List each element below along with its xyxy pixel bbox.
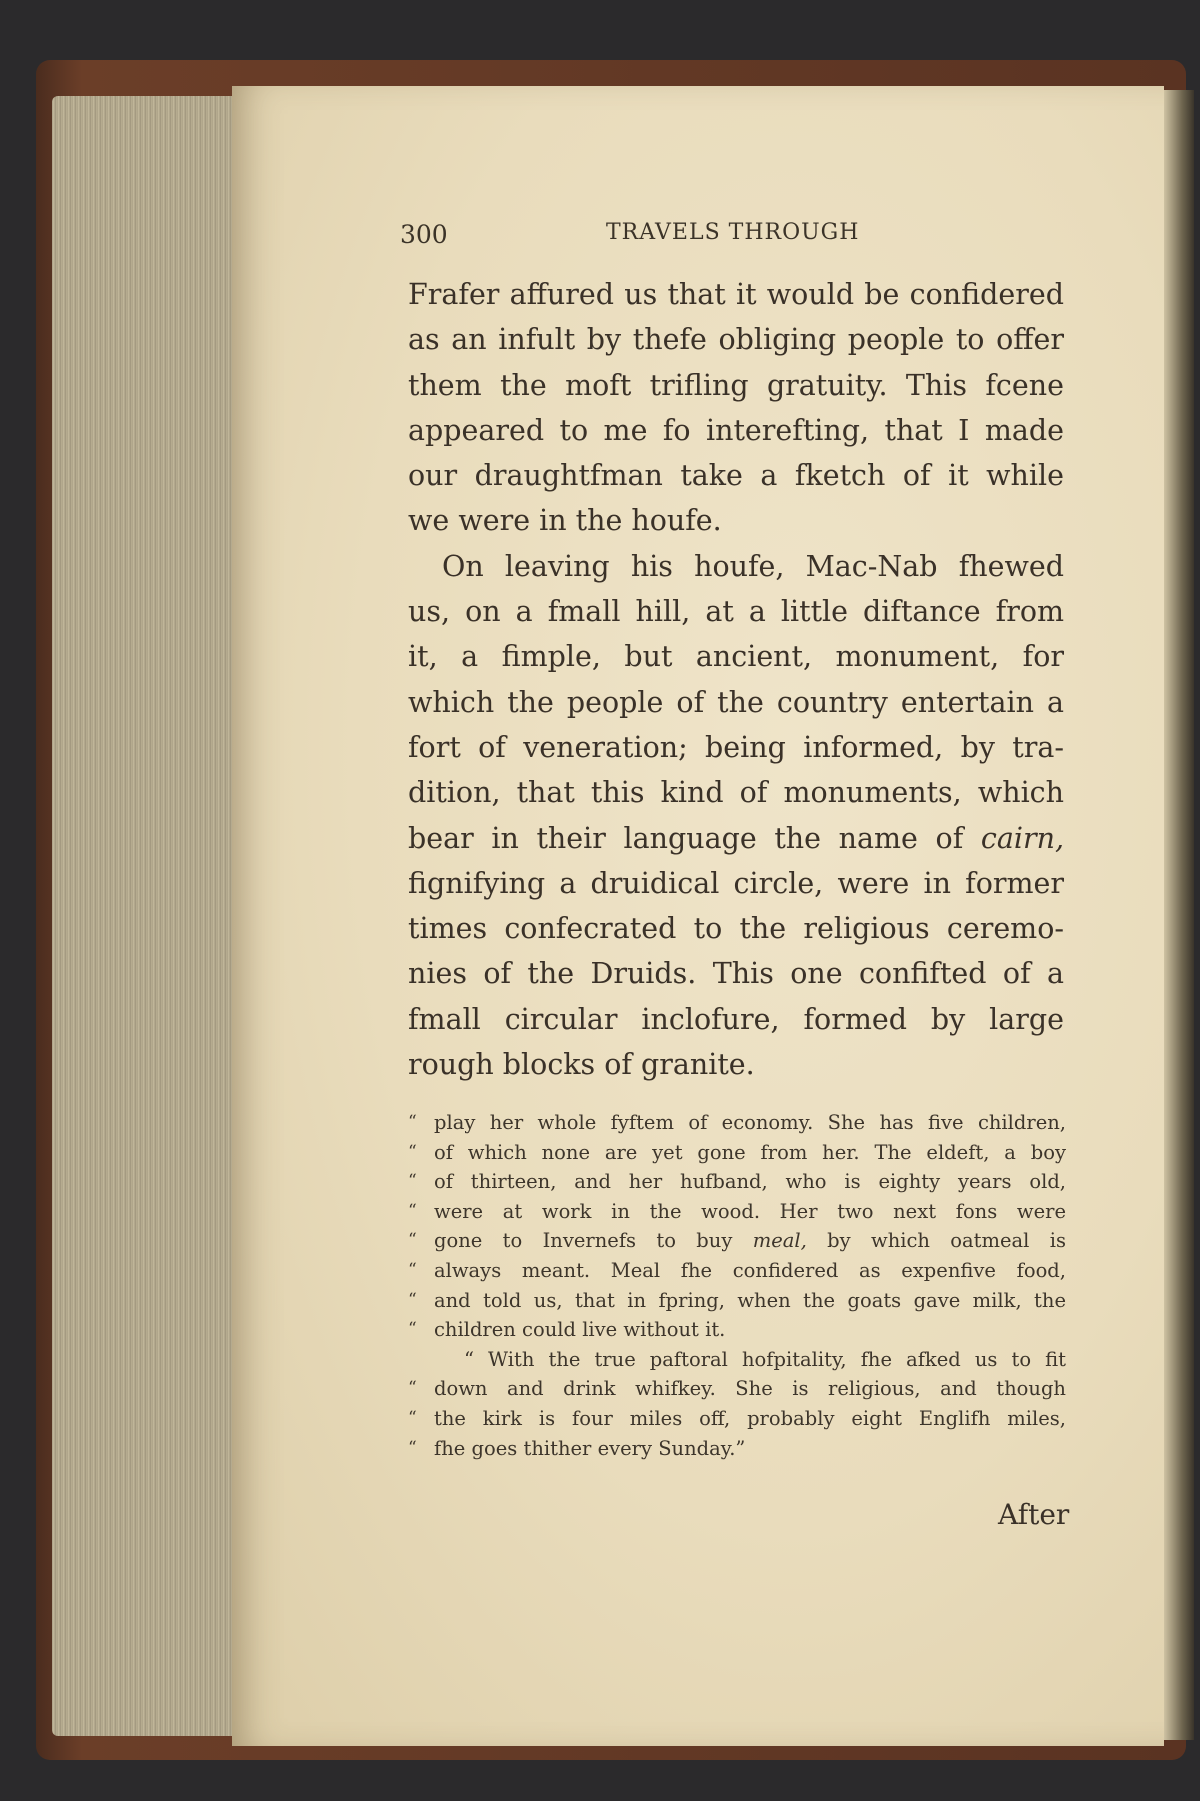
page-number: 300 bbox=[400, 220, 448, 249]
footnote-text: by which oatmeal is bbox=[827, 1229, 1066, 1253]
main-text bbox=[408, 272, 1064, 1087]
catchword: After bbox=[998, 1498, 1070, 1531]
quote-mark: “ bbox=[408, 1437, 417, 1458]
text-line: we were in the houfe. bbox=[408, 504, 722, 538]
text-line: us, on a fmall hill, at a little diftance from bbox=[408, 595, 1064, 629]
quote-mark: “ bbox=[408, 1378, 417, 1399]
text-segment: bear in their language the name of bbox=[408, 821, 964, 855]
footnote-text: of which none are yet gone from her. The eldeft, a boy bbox=[434, 1140, 1066, 1164]
footnote-line bbox=[408, 1138, 1066, 1168]
footnote-text: and told us, that in fpring, when the goats gave milk, the bbox=[434, 1288, 1066, 1312]
facing-page-edge bbox=[1164, 90, 1194, 1740]
italic-word: meal, bbox=[752, 1229, 807, 1253]
quote-mark: “ bbox=[408, 1289, 417, 1310]
running-title: TRAVELS THROUGH bbox=[606, 220, 860, 245]
footnote-text: the kirk is four miles off, probably eight Englifh miles, bbox=[434, 1406, 1066, 1430]
text-line: dition, that this kind of monuments, which bbox=[408, 776, 1064, 810]
text-line: it, a fimple, but ancient, monument, for bbox=[408, 640, 1064, 674]
text-line: nies of the Druids. This one confifted of a bbox=[408, 957, 1064, 991]
text-line: On leaving his houfe, Mac-Nab fhewed bbox=[442, 549, 1064, 583]
footnote-text: children could live without it. bbox=[434, 1318, 726, 1342]
text-line: appeared to me fo interefting, that I made bbox=[408, 413, 1064, 447]
footnote-text: down and drink whifkey. She is religious, and though bbox=[434, 1377, 1066, 1401]
footnote-text: fhe goes thither every Sunday.” bbox=[434, 1436, 746, 1460]
footnote-line bbox=[408, 1374, 1066, 1404]
footnote-line bbox=[408, 1226, 1066, 1256]
text-line: Frafer affured us that it would be confidered bbox=[408, 278, 1064, 311]
footnote-line bbox=[408, 1108, 1066, 1138]
text-line: our draughtfman take a fketch of it while bbox=[408, 459, 1064, 493]
footnote-line bbox=[408, 1286, 1066, 1316]
text-line: times confecrated to the religious ceremo- bbox=[408, 912, 1064, 946]
text-line: as an infult by thefe obliging people to offer bbox=[408, 323, 1064, 357]
footnote-line bbox=[408, 1345, 1066, 1375]
quote-mark: “ bbox=[408, 1200, 417, 1221]
text-line: which the people of the country entertain a bbox=[408, 685, 1064, 719]
footnote-line bbox=[408, 1315, 1066, 1345]
running-head bbox=[400, 220, 920, 260]
quote-mark: “ bbox=[408, 1230, 417, 1251]
footnote-text: play her whole fyftem of economy. She has five children, bbox=[434, 1111, 1066, 1134]
footnote-text: “ With the true paftoral hofpitality, fhe afked us to fit bbox=[464, 1347, 1066, 1371]
footnote-line bbox=[408, 1256, 1066, 1286]
footnote-block bbox=[408, 1108, 1066, 1463]
italic-word: cairn, bbox=[980, 821, 1065, 855]
quote-mark: “ bbox=[408, 1112, 417, 1132]
footnote-line bbox=[408, 1404, 1066, 1434]
text-line-with-italic bbox=[408, 816, 1064, 861]
quote-mark: “ bbox=[408, 1319, 417, 1340]
quote-mark: “ bbox=[408, 1259, 417, 1280]
footnote-text: of thirteen, and her hufband, who is eighty years old, bbox=[434, 1170, 1066, 1194]
text-line: them the moft trifling gratuity. This fcene bbox=[408, 368, 1064, 402]
footnote-text: were at work in the wood. Her two next fons were bbox=[434, 1199, 1066, 1223]
text-line: fmall circular inclofure, formed by large bbox=[408, 1002, 1064, 1036]
text-line: fort of veneration; being informed, by tra- bbox=[408, 730, 1064, 764]
quote-mark: “ bbox=[408, 1407, 417, 1428]
quote-mark: “ bbox=[408, 1141, 417, 1162]
footnote-text: gone to Invernefs to buy bbox=[434, 1229, 733, 1253]
text-line: fignifying a druidical circle, were in former bbox=[408, 866, 1064, 900]
footnote-text: always meant. Meal fhe confidered as expenfive food, bbox=[434, 1258, 1066, 1282]
footnote-line bbox=[408, 1434, 1066, 1464]
page-edges bbox=[52, 96, 232, 1736]
quote-mark: “ bbox=[408, 1171, 417, 1192]
footnote-line bbox=[408, 1197, 1066, 1227]
footnote-line bbox=[408, 1167, 1066, 1197]
text-line: rough blocks of granite. bbox=[408, 1048, 755, 1082]
